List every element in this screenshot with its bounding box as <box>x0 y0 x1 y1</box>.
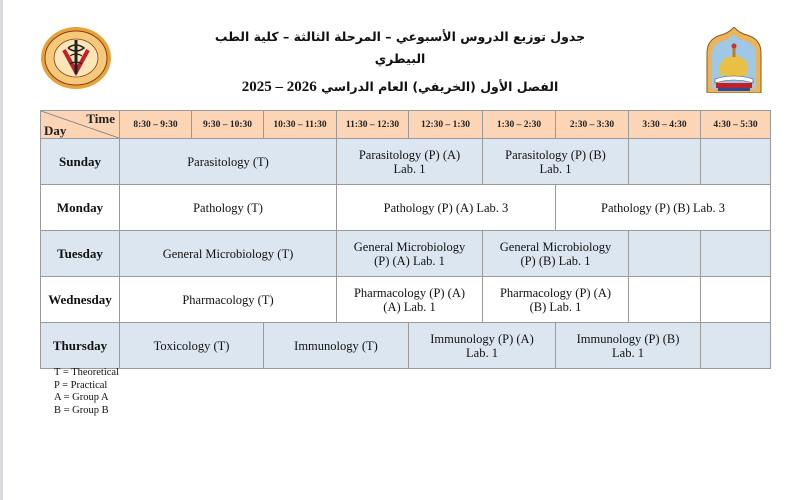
time-axis-label: Time <box>86 111 115 126</box>
class-title: Immunology (P) (A) <box>430 331 534 346</box>
day-label: Monday <box>41 185 120 231</box>
class-cell <box>409 323 556 369</box>
class-cell: Pharmacology (T) <box>120 277 337 323</box>
document-title <box>200 26 600 98</box>
day-label: Wednesday <box>41 277 120 323</box>
time-slot-header: 8:30 – 9:30 <box>120 111 192 139</box>
class-location: Lab. 1 <box>466 345 498 360</box>
semester-text: الفصل الأول (الخريفي) العام الدراسي <box>321 79 559 94</box>
class-title: Parasitology (P) (A) <box>358 147 461 162</box>
faculty-logo-icon <box>40 26 112 90</box>
class-location: (A) Lab. 1 <box>383 299 436 314</box>
schedule-row-monday <box>41 185 771 231</box>
time-slot-header: 9:30 – 10:30 <box>192 111 264 139</box>
legend-item: B = Group B <box>54 404 109 416</box>
legend-item: T = Theoretical <box>54 367 120 378</box>
class-cell <box>556 323 701 369</box>
academic-year: 2025 – 2026 <box>241 79 317 95</box>
time-slot-header: 3:30 – 4:30 <box>629 111 701 139</box>
class-cell: Immunology (T) <box>264 323 409 369</box>
class-title: General Microbiology <box>353 239 466 254</box>
time-slot-header: 10:30 – 11:30 <box>264 111 337 139</box>
university-logo-icon <box>703 27 765 93</box>
class-cell: Pathology (P) (B) Lab. 3 <box>556 185 771 231</box>
time-slot-header: 12:30 – 1:30 <box>409 111 483 139</box>
class-cell <box>337 139 483 185</box>
class-cell <box>483 231 629 277</box>
empty-cell <box>701 277 771 323</box>
class-title: Immunology (P) (B) <box>576 331 680 346</box>
schedule-row-tuesday <box>41 231 771 277</box>
empty-cell <box>629 231 701 277</box>
day-label: Thursday <box>41 323 120 369</box>
corner-header <box>41 111 120 139</box>
class-cell: Pathology (T) <box>120 185 337 231</box>
empty-cell <box>701 139 771 185</box>
class-cell: Toxicology (T) <box>120 323 264 369</box>
day-axis-label: Day <box>44 123 67 138</box>
schedule-row-thursday <box>41 323 771 369</box>
empty-cell <box>701 323 771 369</box>
legend-item: A = Group A <box>54 392 109 403</box>
schedule-row-sunday <box>41 139 771 185</box>
class-location: (B) Lab. 1 <box>529 299 582 314</box>
legend <box>54 367 119 417</box>
schedule-row-wednesday <box>41 277 771 323</box>
empty-cell <box>701 231 771 277</box>
class-title: Pharmacology (P) (A) <box>499 285 612 300</box>
class-cell <box>483 277 629 323</box>
day-label: Tuesday <box>41 231 120 277</box>
class-location: (P) (B) Lab. 1 <box>520 253 591 268</box>
class-location: Lab. 1 <box>612 345 644 360</box>
class-title: Parasitology (P) (B) <box>505 147 606 162</box>
class-cell <box>483 139 629 185</box>
legend-item: P = Practical <box>54 379 108 391</box>
time-slot-header: 11:30 – 12:30 <box>337 111 409 139</box>
header-row <box>41 111 771 139</box>
title-line-2 <box>200 76 600 98</box>
class-title: Pharmacology (P) (A) <box>353 285 466 300</box>
class-location: Lab. 1 <box>393 161 426 176</box>
title-line-1: جدول توزيع الدروس الأسبوعي – المرحلة الثالثة – كلية الطب البيطري <box>214 29 586 66</box>
weekly-schedule-table <box>40 110 771 369</box>
class-cell: Parasitology (T) <box>120 139 337 185</box>
day-label: Sunday <box>41 139 120 185</box>
class-cell: Pathology (P) (A) Lab. 3 <box>337 185 556 231</box>
class-cell <box>337 231 483 277</box>
empty-cell <box>629 139 701 185</box>
page-edge <box>0 0 3 500</box>
class-cell <box>337 277 483 323</box>
empty-cell <box>629 277 701 323</box>
time-slot-header: 2:30 – 3:30 <box>556 111 629 139</box>
class-location: Lab. 1 <box>539 161 572 176</box>
time-slot-header: 4:30 – 5:30 <box>701 111 771 139</box>
class-cell: General Microbiology (T) <box>120 231 337 277</box>
class-location: (P) (A) Lab. 1 <box>374 253 445 268</box>
time-slot-header: 1:30 – 2:30 <box>483 111 556 139</box>
class-title: General Microbiology <box>499 239 612 254</box>
